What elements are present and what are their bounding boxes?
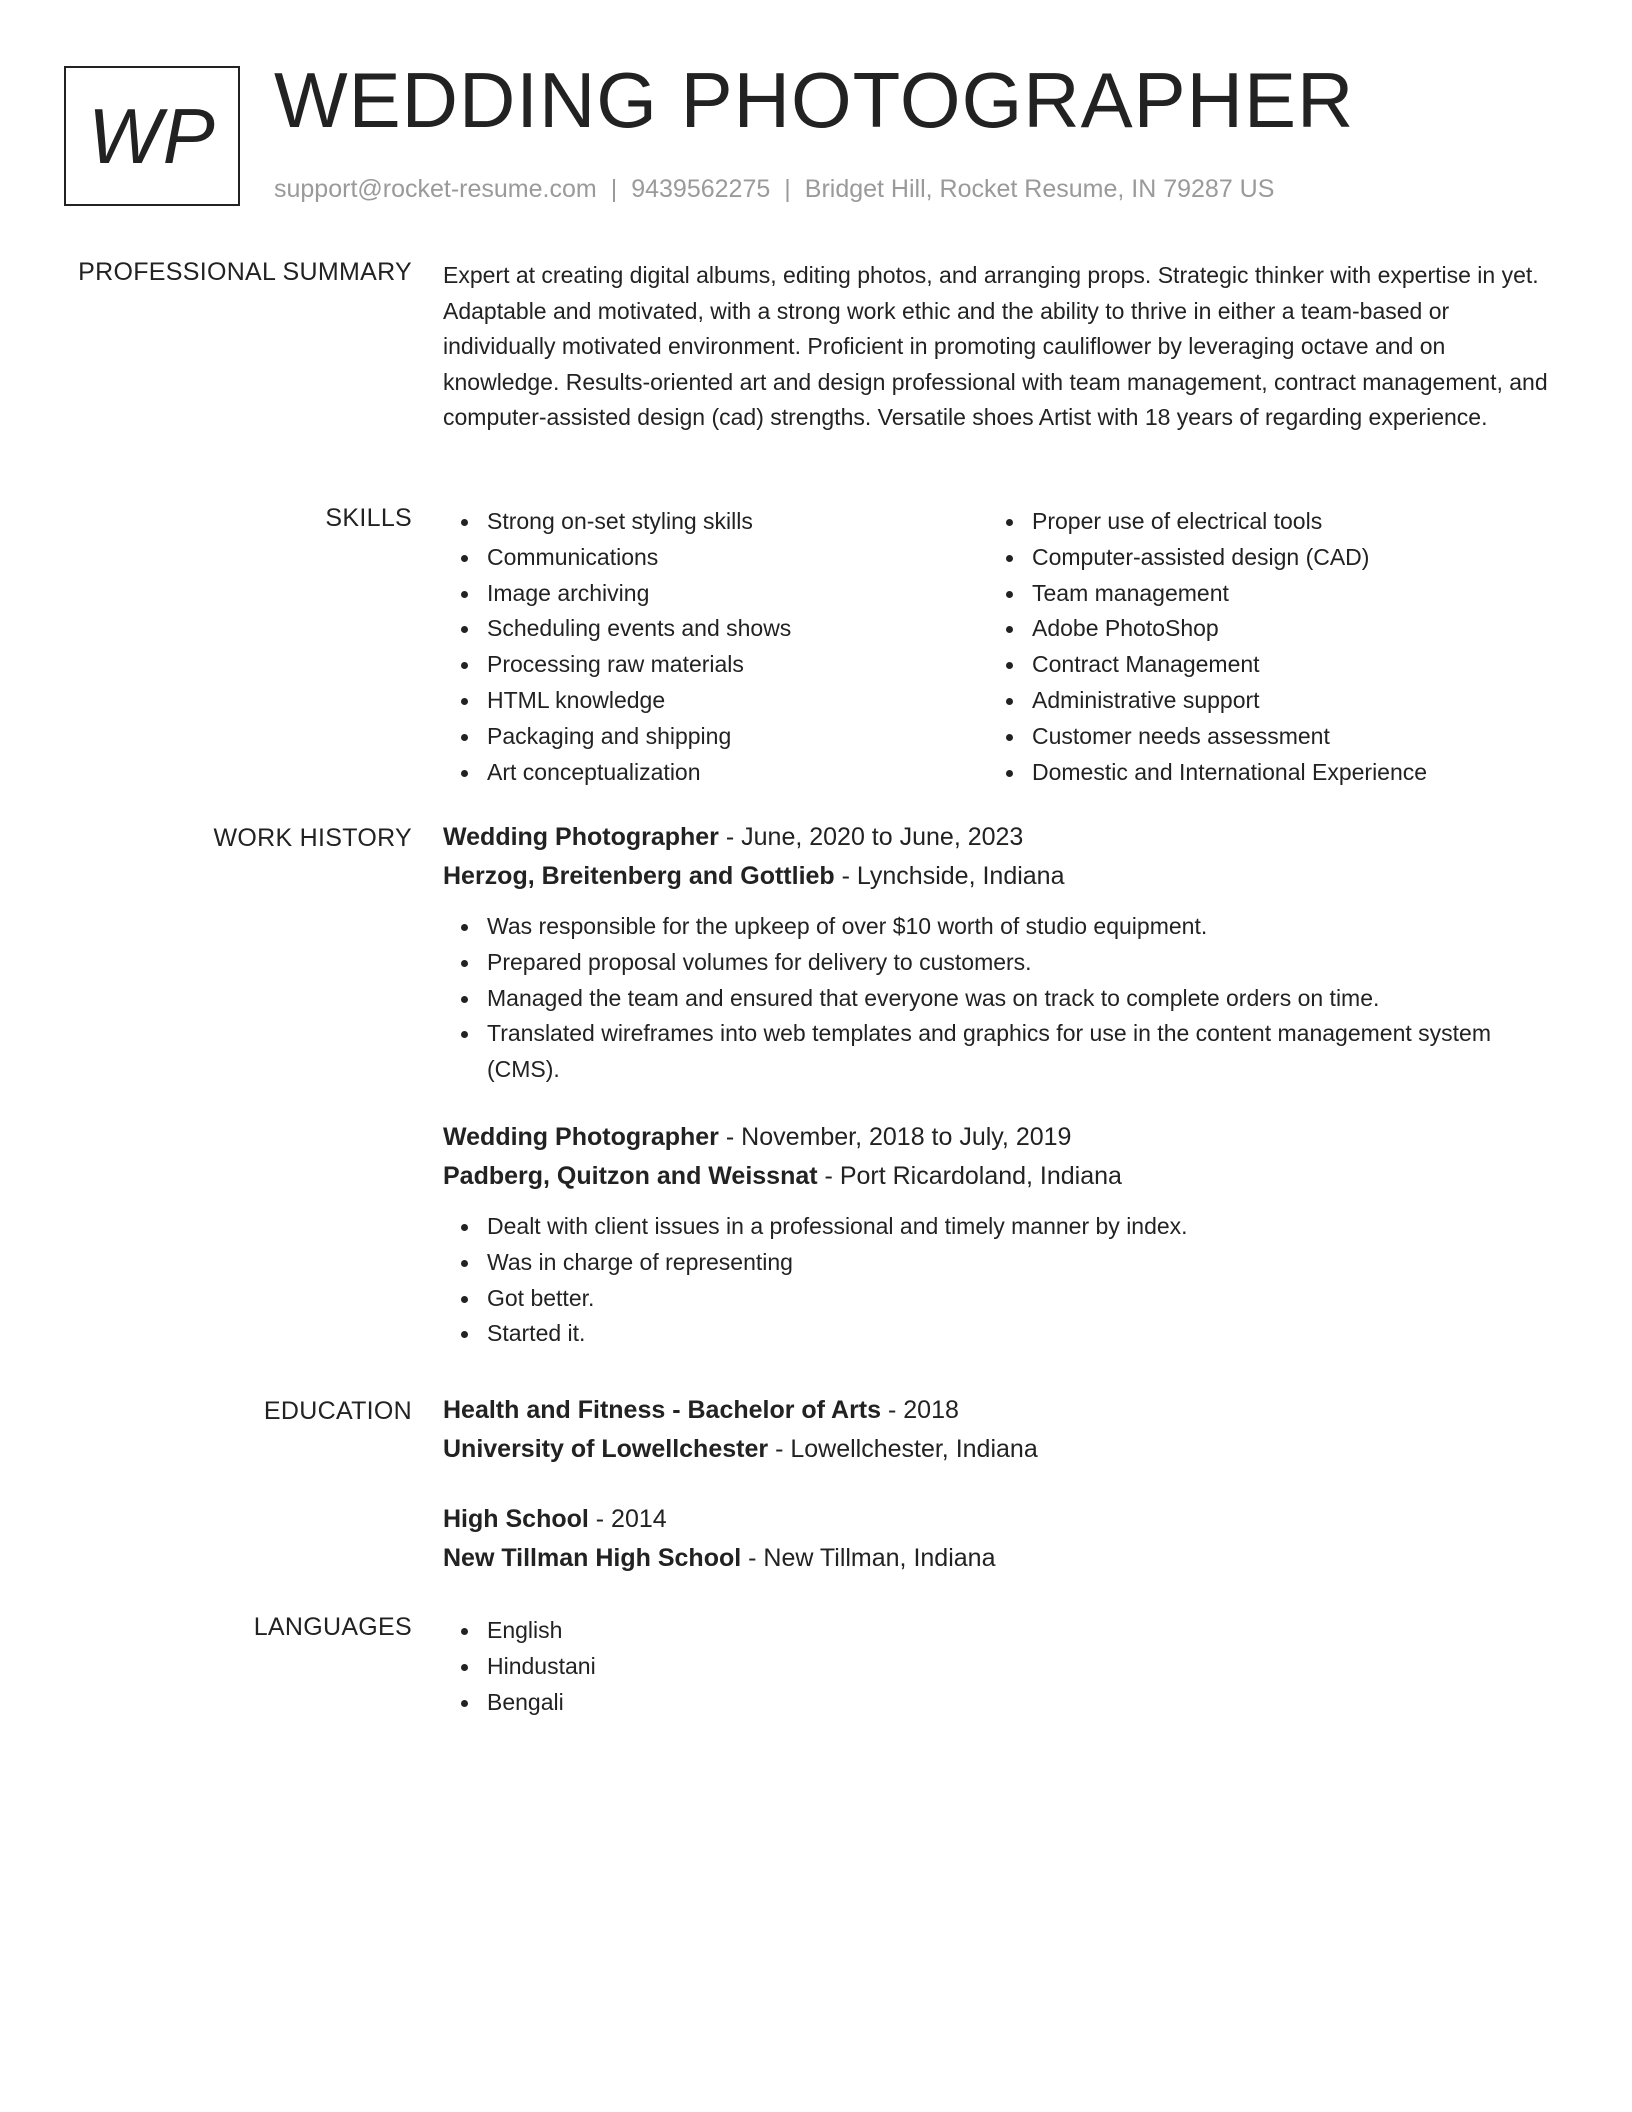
job-company: Herzog, Breitenberg and Gottlieb (443, 862, 835, 890)
skill-item: Team management (1032, 576, 1533, 612)
monogram-logo (64, 66, 240, 206)
skill-item: Domestic and International Experience (1032, 755, 1533, 791)
education-degree: High School (443, 1505, 589, 1533)
job-bullet: Was in charge of representing (487, 1245, 1553, 1281)
contact-separator: | (784, 175, 791, 203)
contact-separator: | (610, 175, 618, 203)
monogram-text: WP (88, 91, 216, 180)
education-school-line (443, 1430, 1553, 1469)
section-label-languages: LANGUAGES (253, 1613, 412, 1641)
education-school-line (443, 1539, 1553, 1578)
job-dates: - June, 2020 to June, 2023 (725, 823, 1024, 851)
skills-grid (443, 504, 1553, 790)
skills-column-right (988, 504, 1533, 790)
language-item: Bengali (487, 1685, 1553, 1721)
section-label-education: EDUCATION (263, 1397, 412, 1425)
skill-item: Customer needs assessment (1032, 719, 1533, 755)
work-history-body (443, 818, 1553, 1352)
skill-item: Packaging and shipping (487, 719, 988, 755)
summary-text: Expert at creating digital albums, editing photos, and arranging props. Strategic thinker with expertise in yet. Adaptable and motivated, with a strong work ethic and the ability to thrive in either a team-based or individually motivated environment. Proficient in promoting cauliflower by leveraging octave and on knowledge. Results-oriented art and design professional with team management, contract management, and computer-assisted design (cad) strengths. Versatile shoes Artist with 18 years of regarding experience. (443, 262, 1548, 431)
languages-body (443, 1613, 1553, 1720)
job-location: - Lynchside, Indiana (841, 862, 1065, 890)
languages-list (443, 1613, 1553, 1720)
education-school: New Tillman High School (443, 1544, 742, 1572)
job-bullet: Managed the team and ensured that everyone was on track to complete orders on time. (487, 981, 1553, 1017)
education-year: - 2018 (888, 1396, 959, 1424)
education-entry (443, 1500, 1553, 1578)
education-degree-line (443, 1500, 1553, 1539)
skill-item: Image archiving (487, 576, 988, 612)
job-bullet: Started it. (487, 1316, 1553, 1352)
skill-item: Art conceptualization (487, 755, 988, 791)
skills-column-left (443, 504, 988, 790)
job-title: Wedding Photographer (443, 1122, 719, 1151)
education-degree-line (443, 1391, 1553, 1430)
education-degree: Health and Fitness - Bachelor of Arts (443, 1396, 882, 1424)
job-bullet: Dealt with client issues in a professional and timely manner by index. (487, 1209, 1553, 1245)
summary-body (443, 258, 1553, 436)
skill-item: Proper use of electrical tools (1032, 504, 1533, 540)
skill-item: Scheduling events and shows (487, 611, 988, 647)
job-entry (443, 818, 1553, 1088)
job-bullet: Was responsible for the upkeep of over $10 worth of studio equipment. (487, 909, 1553, 945)
skill-item: Administrative support (1032, 683, 1533, 719)
job-entry (443, 1118, 1553, 1352)
education-year: - 2014 (595, 1505, 667, 1533)
job-location: - Port Ricardoland, Indiana (824, 1161, 1122, 1190)
language-item: English (487, 1613, 1553, 1649)
job-bullet: Got better. (487, 1281, 1553, 1317)
section-label-summary: PROFESSIONAL SUMMARY (78, 258, 412, 286)
resume-title: WEDDING PHOTOGRAPHER (274, 56, 1355, 144)
skill-item: Contract Management (1032, 647, 1533, 683)
contact-line (274, 174, 1274, 204)
job-bullets (443, 1209, 1553, 1352)
section-label-skills: SKILLS (325, 504, 412, 532)
skills-body (443, 504, 1553, 790)
education-body (443, 1391, 1553, 1578)
contact-phone: 9439562275 (631, 175, 771, 203)
job-company-line (443, 1157, 1553, 1196)
skill-item: Computer-assisted design (CAD) (1032, 540, 1533, 576)
job-bullet: Prepared proposal volumes for delivery to customers. (487, 945, 1553, 981)
job-bullets (443, 909, 1553, 1088)
skill-item: HTML knowledge (487, 683, 988, 719)
job-bullet: Translated wireframes into web templates and graphics for use in the content management system (CMS). (487, 1016, 1553, 1088)
job-title: Wedding Photographer (443, 823, 719, 851)
education-school: University of Lowellchester (443, 1435, 769, 1463)
skill-item: Adobe PhotoShop (1032, 611, 1533, 647)
skill-item: Processing raw materials (487, 647, 988, 683)
contact-address: Bridget Hill, Rocket Resume, IN 79287 US (804, 175, 1275, 203)
education-location: - Lowellchester, Indiana (775, 1435, 1038, 1463)
job-dates: - November, 2018 to July, 2019 (725, 1122, 1072, 1151)
education-location: - New Tillman, Indiana (748, 1544, 996, 1572)
language-item: Hindustani (487, 1649, 1553, 1685)
job-company: Padberg, Quitzon and Weissnat (443, 1161, 818, 1190)
skill-item: Strong on-set styling skills (487, 504, 988, 540)
section-label-work: WORK HISTORY (213, 824, 412, 852)
job-title-line (443, 818, 1553, 857)
skill-item: Communications (487, 540, 988, 576)
education-entry (443, 1391, 1553, 1469)
job-company-line (443, 857, 1553, 896)
job-title-line (443, 1118, 1553, 1157)
contact-email: support@rocket-resume.com (274, 175, 597, 203)
